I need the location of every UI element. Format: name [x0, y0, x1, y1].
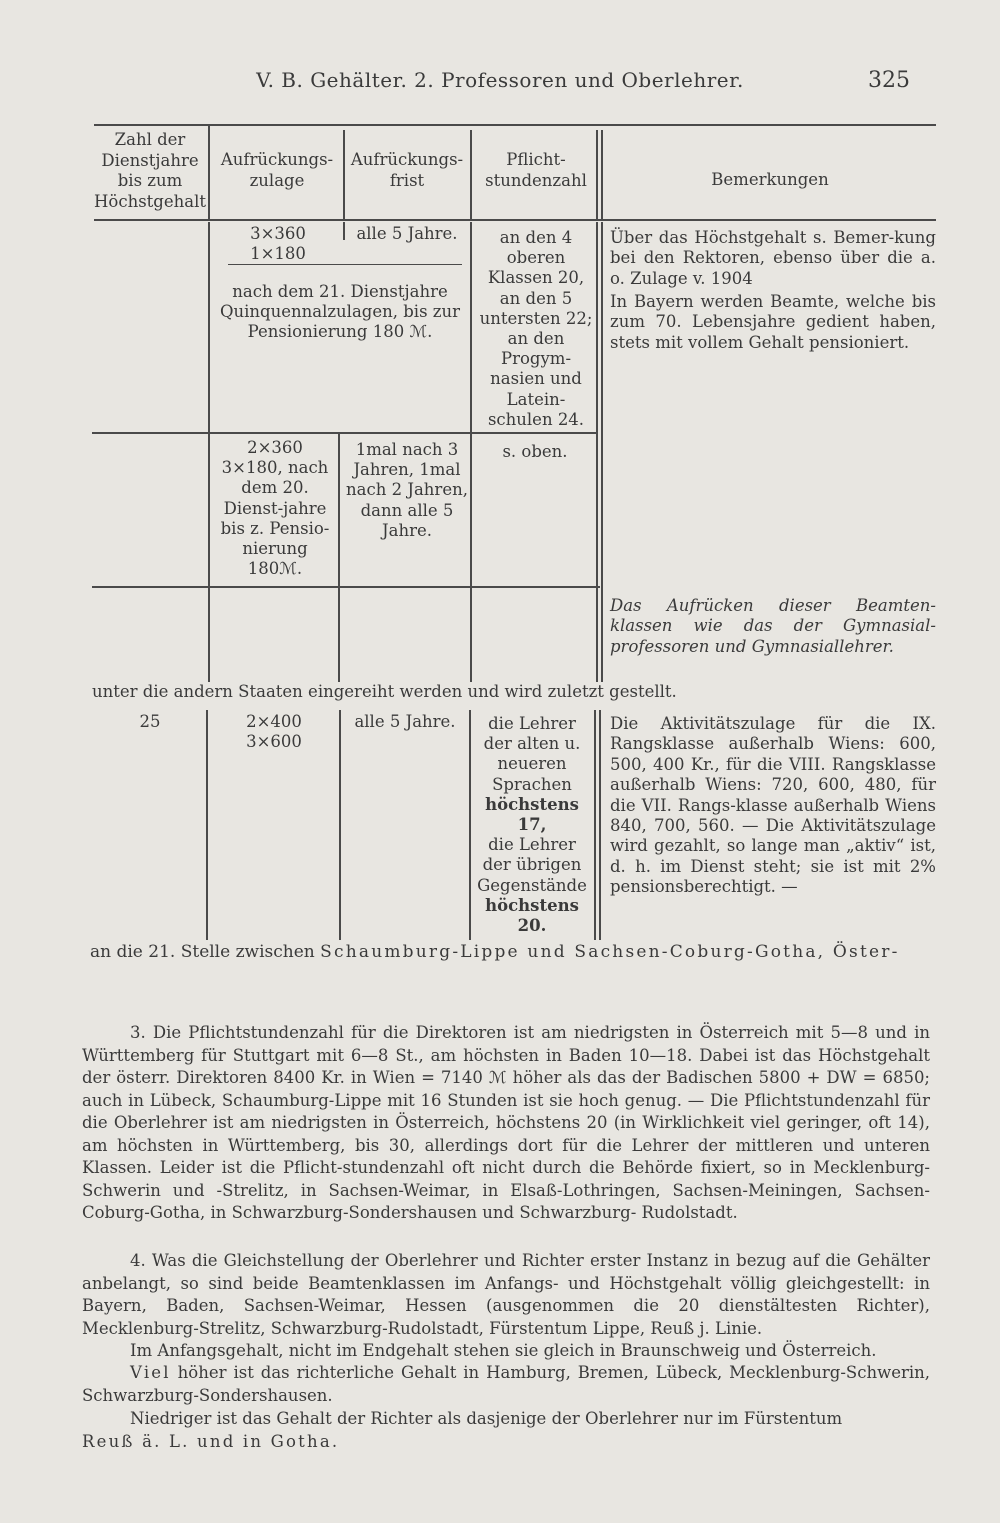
paragraph-7-b: Reuß ä. L. und in Gotha.	[82, 1432, 340, 1451]
paragraph-6	[82, 1362, 930, 1407]
paragraph-5: Im Anfangsgehalt, nicht im Endgehalt stehen sie gleich in Braunschweig und Österreich.	[130, 1341, 877, 1360]
row2-pflicht: s. oben.	[502, 442, 568, 461]
spanning-line-2-spaced: Schaumburg-Lippe und Sachsen-Coburg-Gotha, Öster-	[320, 942, 900, 962]
col-rule-3-body	[470, 222, 472, 694]
row4-bemerkungen: Die Aktivitätszulage für die IX. Rangsklasse außerhalb Wiens: 600, 500, 400 Kr., für die VIII. Rangsklasse außerhalb Wiens: 720, 600, 480, für die VII. Rangs-klasse außerhalb Wiens 840, 700, 560. — Die Aktivitätszulage wird gezahlt, so lange man „aktiv“ ist, d. h. im Dienst steht; sie ist mit 2% pensionsberechtigt. —	[610, 714, 936, 897]
page-number: 325	[868, 68, 910, 93]
col-header-bemerkungen: Bemerkungen	[711, 170, 829, 189]
paragraph-6-rest: höher ist das richterliche Gehalt in Hamburg, Bremen, Lübeck, Mecklenburg-Schwerin, Schwarzburg-Sondershausen.	[82, 1363, 930, 1405]
row1-frist: alle 5 Jahre.	[356, 224, 458, 243]
col-rule-1-lower	[206, 710, 208, 940]
row4-pflicht-a: die Lehrer der alten u. neueren Sprachen	[483, 714, 581, 794]
row4-pflicht-d: höchstens 20.	[485, 895, 579, 936]
table-header-rule	[94, 219, 936, 221]
brace	[228, 258, 462, 265]
col-rule-2-lower	[339, 710, 341, 940]
col-rule-3-header	[470, 130, 472, 219]
col-rule-4a-body	[596, 222, 598, 694]
spanning-line-2-prefix: an die 21. Stelle zwischen	[90, 942, 315, 962]
row4-zulage: 2×400 3×600	[246, 712, 302, 752]
row2-zulage: 2×360 3×180, nach dem 20. Dienst-jahre bis z. Pensio-nierung 180ℳ.	[220, 438, 330, 579]
row4-pflicht-c: die Lehrer der übrigen Gegenstände	[477, 835, 587, 895]
col-rule-4b-body	[601, 222, 603, 694]
row1-bemerkungen-2: In Bayern werden Beamte, welche bis zum 70. Lebensjahre gedient haben, stets mit vollem Gehalt pensioniert.	[610, 292, 936, 352]
row2-frist: 1mal nach 3 Jahren, 1mal nach 2 Jahren, dann alle 5 Jahre.	[346, 440, 468, 540]
row1-bemerkungen-1: Über das Höchstgehalt s. Bemer-kung bei den Rektoren, ebenso über die a. o. Zulage v. 1904	[610, 228, 936, 288]
paragraph-6-spaced: Viel	[130, 1363, 171, 1382]
col-rule-4a-header	[596, 130, 598, 219]
col-header-zulage: Aufrückungs-zulage	[220, 150, 334, 190]
spanning-line-1: unter die andern Staaten eingereiht werden und wird zuletzt gestellt.	[90, 682, 944, 701]
col-rule-2-body	[338, 434, 340, 694]
col-rule-1-body	[208, 222, 210, 694]
row4-pflicht	[472, 714, 592, 936]
row4-dienstjahre: 25	[139, 712, 161, 731]
row4-frist: alle 5 Jahre.	[354, 712, 456, 731]
col-rule-4b-header	[601, 130, 603, 219]
paragraph-3: 3. Die Pflichtstundenzahl für die Direktoren ist am niedrigsten in Österreich mit 5—8 und in Württemberg für Stuttgart mit 6—8 St., am höchsten in Baden 10—18. Dabei ist das Höchstgehalt der österr. Direktoren 8400 Kr. in Wien = 7140 ℳ höher als das der Badischen 5800 + DW = 6850; auch in Lübeck, Schaumburg-Lippe mit 16 Stunden ist sie hoch genug. — Die Pflichtstundenzahl für die Oberlehrer ist am niedrigsten in Österreich, höchstens 20 (in Wirklichkeit viel geringer, oft 14), am höchsten in Württemberg, bis 30, allerdings dort für die Lehrer der mittleren und unteren Klassen. Leider ist die Pflicht-stundenzahl oft nicht durch die Behörde fixiert, so in Mecklenburg-Schwerin und -Strelitz, in Sachsen-Weimar, in Elsaß-Lothringen, Sachsen-Meiningen, Sachsen-Coburg-Gotha, in Schwarzburg-Sondershausen und Schwarzburg- Rudolstadt.	[82, 1023, 930, 1222]
paragraph-7-a: Niedriger ist das Gehalt der Richter als dasjenige der Oberlehrer nur im Fürstentum	[130, 1409, 843, 1428]
table-top-rule	[94, 124, 936, 126]
paragraph-4: 4. Was die Gleichstellung der Oberlehrer und Richter erster Instanz in bezug auf die Gehälter anbelangt, so sind beide Beamtenklassen im Anfangs- und Höchstgehalt völlig gleichgestellt: in Bayern, Baden, Sachsen-Weimar, Hessen (ausgenommen die 20 dienstältesten Richter), Mecklenburg-Strelitz, Schwarzburg-Rudolstadt, Fürstentum Lippe, Reuß j. Linie.	[82, 1251, 930, 1338]
col-rule-3-lower	[469, 710, 471, 940]
row3-bemerkungen: Das Aufrücken dieser Beamten-klassen wie das der Gymnasial-professoren und Gymnasiallehrer.	[610, 596, 936, 656]
running-title: V. B. Gehälter. 2. Professoren und Oberlehrer.	[256, 68, 744, 92]
row1-pflicht: an den 4 oberen Klassen 20, an den 5 untersten 22; an den Progym-nasien und Latein-schulen 24.	[479, 228, 593, 429]
row1-zulage: 3×360 1×180	[250, 224, 306, 264]
spanning-line-2	[90, 942, 940, 962]
col-header-dienstjahre: Zahl der Dienstjahre bis zum Höchstgehalt	[94, 130, 206, 211]
col-header-pflicht: Pflicht-stundenzahl	[485, 150, 587, 190]
col-rule-4b-lower	[599, 710, 601, 940]
col-rule-4a-lower	[594, 710, 596, 940]
col-header-frist: Aufrückungs-frist	[350, 150, 464, 190]
row4-pflicht-b: höchstens 17,	[485, 794, 579, 835]
row1-brace-note: nach dem 21. Dienstjahre Quinquennalzulagen, bis zur Pensionierung 180 ℳ.	[219, 282, 460, 342]
row-separator-2	[92, 586, 600, 588]
col-rule-1-header	[208, 126, 210, 219]
row-separator-1	[92, 432, 596, 434]
col-rule-2-top	[343, 222, 345, 240]
